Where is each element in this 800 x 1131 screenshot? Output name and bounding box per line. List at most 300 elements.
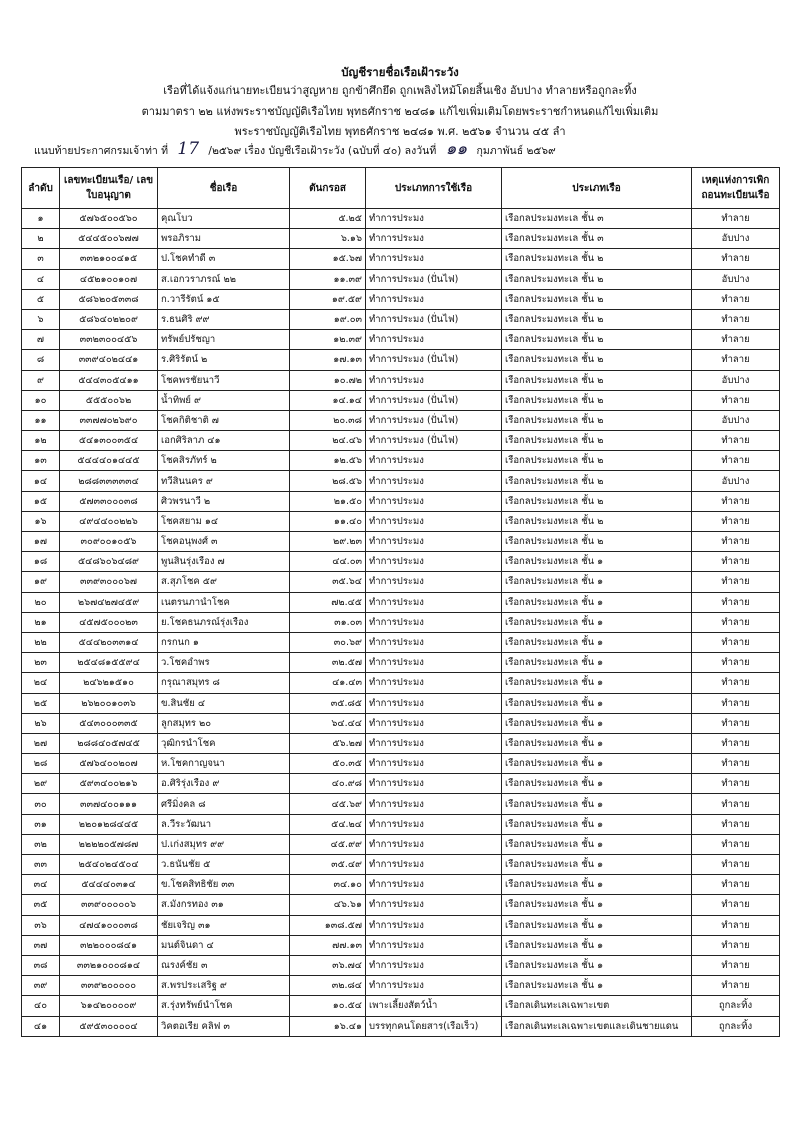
registration-number-cell: ๓๓๗๗๐๒๖๙๐	[60, 410, 158, 430]
vessel-name-cell: โชคสยาม ๑๔	[158, 511, 290, 531]
gross-tonnage-cell: ๓๐.๖๙	[290, 632, 366, 652]
table-row	[22, 471, 780, 491]
usage-type-cell: ทำการประมง	[366, 713, 502, 733]
registration-number-cell: ๕๔๔๔๐๓๑๔	[60, 875, 158, 895]
row-number-cell: ๒๔	[22, 673, 60, 693]
row-number-cell: ๔	[22, 269, 60, 289]
row-number-cell: ๓๗	[22, 935, 60, 955]
table-row	[22, 431, 780, 451]
revocation-reason-cell: ทำลาย	[692, 673, 780, 693]
vessel-name-cell: น้ำทิพย์ ๙	[158, 390, 290, 410]
table-row	[22, 309, 780, 329]
table-row	[22, 451, 780, 471]
row-number-cell: ๕	[22, 289, 60, 309]
column-header-vessel-type: ประเภทเรือ	[502, 168, 692, 209]
revocation-reason-cell: ถูกละทิ้ง	[692, 996, 780, 1016]
registration-number-cell: ๕๕๕๐๐๖๒	[60, 390, 158, 410]
gross-tonnage-cell: ๔๐.๙๘	[290, 774, 366, 794]
usage-type-cell: ทำการประมง	[366, 673, 502, 693]
vessel-name-cell: ป.โชคทำดี ๓	[158, 249, 290, 269]
row-number-cell: ๔๑	[22, 1016, 60, 1036]
vessel-type-cell: เรือกลประมงทะเล ชั้น ๑	[502, 673, 692, 693]
row-number-cell: ๑	[22, 209, 60, 229]
registration-number-cell: ๓๓๙๐๐๐๐๐๖	[60, 895, 158, 915]
vessel-name-cell: มนต์จินดา ๔	[158, 935, 290, 955]
row-number-cell: ๓๖	[22, 915, 60, 935]
revocation-reason-cell: ทำลาย	[692, 330, 780, 350]
usage-type-cell: ทำการประมง	[366, 935, 502, 955]
gross-tonnage-cell: ๓๒.๕๗	[290, 653, 366, 673]
table-row	[22, 733, 780, 753]
table-row	[22, 532, 780, 552]
column-header-no: ลำดับ	[22, 168, 60, 209]
gross-tonnage-cell: ๑๗.๑๓	[290, 350, 366, 370]
vessel-name-cell: ห.โชคกาญจนา	[158, 754, 290, 774]
vessel-name-cell: กรกนก ๑	[158, 632, 290, 652]
revocation-reason-cell: ทำลาย	[692, 431, 780, 451]
vessel-type-cell: เรือกลประมงทะเล ชั้น ๑	[502, 552, 692, 572]
usage-type-cell: บรรทุกคนโดยสาร(เรือเร็ว)	[366, 1016, 502, 1036]
usage-type-cell: ทำการประมง	[366, 733, 502, 753]
usage-type-cell: ทำการประมง	[366, 794, 502, 814]
row-number-cell: ๓๑	[22, 814, 60, 834]
row-number-cell: ๓๕	[22, 895, 60, 915]
usage-type-cell: ทำการประมง	[366, 511, 502, 531]
usage-type-cell: ทำการประมง (ปั่นไฟ)	[366, 269, 502, 289]
vessel-type-cell: เรือกลประมงทะเล ชั้น ๑	[502, 592, 692, 612]
row-number-cell: ๒	[22, 229, 60, 249]
revocation-reason-cell: ทำลาย	[692, 249, 780, 269]
row-number-cell: ๑๔	[22, 471, 60, 491]
row-number-cell: ๓๐	[22, 794, 60, 814]
registration-number-cell: ๓๓๙๒๐๐๐๐๐	[60, 976, 158, 996]
table-row	[22, 955, 780, 975]
usage-type-cell: ทำการประมง	[366, 612, 502, 632]
row-number-cell: ๒๐	[22, 592, 60, 612]
registration-number-cell: ๔๗๔๑๐๐๐๓๘	[60, 915, 158, 935]
gross-tonnage-cell: ๓๔.๑๐	[290, 875, 366, 895]
usage-type-cell: ทำการประมง	[366, 855, 502, 875]
revocation-reason-cell: อับปาง	[692, 229, 780, 249]
vessel-type-cell: เรือกลเดินทะเลเฉพาะเขต	[502, 996, 692, 1016]
vessel-name-cell: เอกศิริลาภ ๔๑	[158, 431, 290, 451]
vessel-type-cell: เรือกลประมงทะเล ชั้น ๑	[502, 976, 692, 996]
vessel-name-cell: ข.สินชัย ๔	[158, 693, 290, 713]
gross-tonnage-cell: ๗๗.๑๓	[290, 935, 366, 955]
table-row	[22, 935, 780, 955]
subtitle-line-3: พระราชบัญญัติเรือไทย พุทธศักราช ๒๔๘๑ พ.ศ. ๒๕๖๑ จำนวน ๔๕ ลำ	[234, 125, 566, 138]
registration-number-cell: ๕๔๓๐๐๐๓๓๕	[60, 713, 158, 733]
vessel-name-cell: กรุณาสมุทร ๘	[158, 673, 290, 693]
registration-number-cell: ๓๓๙๔๐๒๔๔๑	[60, 350, 158, 370]
vessel-name-cell: ส.เอกวราภรณ์ ๒๒	[158, 269, 290, 289]
table-row	[22, 713, 780, 733]
row-number-cell: ๒๓	[22, 653, 60, 673]
row-number-cell: ๑๖	[22, 511, 60, 531]
revocation-reason-cell: ทำลาย	[692, 552, 780, 572]
row-number-cell: ๗	[22, 330, 60, 350]
vessel-name-cell: คุณโบว	[158, 209, 290, 229]
table-row	[22, 834, 780, 854]
table-row	[22, 330, 780, 350]
gross-tonnage-cell: ๓๕.๘๕	[290, 693, 366, 713]
vessel-name-cell: โชคสิรภัทร์ ๒	[158, 451, 290, 471]
row-number-cell: ๒๑	[22, 612, 60, 632]
document-title: บัญชีรายชื่อเรือเฝ้าระวัง	[341, 65, 459, 79]
registration-number-cell: ๓๓๒๓๐๐๔๕๖	[60, 330, 158, 350]
table-row	[22, 269, 780, 289]
usage-type-cell: ทำการประมง	[366, 895, 502, 915]
revocation-reason-cell: ทำลาย	[692, 713, 780, 733]
row-number-cell: ๓๒	[22, 834, 60, 854]
registration-number-cell: ๓๓๒๑๐๐๐๘๑๔	[60, 955, 158, 975]
revocation-reason-cell: ทำลาย	[692, 935, 780, 955]
revocation-reason-cell: ทำลาย	[692, 592, 780, 612]
reference-prefix: แนบท้ายประกาศกรมเจ้าท่า ที่	[34, 145, 169, 157]
gross-tonnage-cell: ๑๔.๑๔	[290, 390, 366, 410]
gross-tonnage-cell: ๑๙.๕๙	[290, 289, 366, 309]
gross-tonnage-cell: ๑๕.๖๗	[290, 249, 366, 269]
vessel-type-cell: เรือกลประมงทะเล ชั้น ๒	[502, 370, 692, 390]
registration-number-cell: ๕๘๖๔๐๒๒๐๙	[60, 309, 158, 329]
row-number-cell: ๑๗	[22, 532, 60, 552]
usage-type-cell: ทำการประมง	[366, 209, 502, 229]
revocation-reason-cell: ทำลาย	[692, 289, 780, 309]
usage-type-cell: ทำการประมง	[366, 229, 502, 249]
vessel-type-cell: เรือกลประมงทะเล ชั้น ๑	[502, 855, 692, 875]
registration-number-cell: ๒๕๔๐๒๔๕๐๔	[60, 855, 158, 875]
row-number-cell: ๑๑	[22, 410, 60, 430]
table-row	[22, 592, 780, 612]
registration-number-cell: ๓๒๒๐๐๐๘๔๑	[60, 935, 158, 955]
revocation-reason-cell: ถูกละทิ้ง	[692, 1016, 780, 1036]
usage-type-cell: ทำการประมง	[366, 370, 502, 390]
table-row	[22, 249, 780, 269]
table-row	[22, 814, 780, 834]
gross-tonnage-cell: ๑๐.๕๔	[290, 996, 366, 1016]
vessel-type-cell: เรือกลประมงทะเล ชั้น ๒	[502, 410, 692, 430]
table-row	[22, 1016, 780, 1036]
usage-type-cell: ทำการประมง	[366, 834, 502, 854]
reference-month: กุมภาพันธ์ ๒๕๖๙	[476, 145, 556, 157]
row-number-cell: ๒๕	[22, 693, 60, 713]
vessel-type-cell: เรือกลประมงทะเล ชั้น ๑	[502, 572, 692, 592]
table-row	[22, 976, 780, 996]
gross-tonnage-cell: ๒๐.๓๘	[290, 410, 366, 430]
revocation-reason-cell: ทำลาย	[692, 875, 780, 895]
row-number-cell: ๒๒	[22, 632, 60, 652]
vessel-name-cell: เนตรนภานำโชค	[158, 592, 290, 612]
vessel-name-cell: วุฒิกรนำโชค	[158, 733, 290, 753]
table-row	[22, 915, 780, 935]
revocation-reason-cell: ทำลาย	[692, 754, 780, 774]
gross-tonnage-cell: ๔๕.๙๙	[290, 834, 366, 854]
vessel-type-cell: เรือกลประมงทะเล ชั้น ๒	[502, 532, 692, 552]
subtitle-line-1: เรือที่ได้แจ้งแก่นายทะเบียนว่าสูญหาย ถูกข้าศึกยึด ถูกเพลิงไหม้โดยสิ้นเชิง อับปาง ทำลายหรือถูกละทิ้ง	[163, 84, 637, 97]
revocation-reason-cell: อับปาง	[692, 269, 780, 289]
revocation-reason-cell: ทำลาย	[692, 814, 780, 834]
vessel-type-cell: เรือกลประมงทะเล ชั้น ๓	[502, 209, 692, 229]
usage-type-cell: ทำการประมง	[366, 330, 502, 350]
revocation-reason-cell: ทำลาย	[692, 350, 780, 370]
vessel-name-cell: ส.สุภโชค ๕๙	[158, 572, 290, 592]
registration-number-cell: ๒๒๐๑๒๘๔๔๕	[60, 814, 158, 834]
registration-number-cell: ๒๒๒๒๐๕๗๘๗	[60, 834, 158, 854]
vessel-type-cell: เรือกลประมงทะเล ชั้น ๒	[502, 330, 692, 350]
revocation-reason-cell: ทำลาย	[692, 653, 780, 673]
row-number-cell: ๒๖	[22, 713, 60, 733]
gross-tonnage-cell: ๕๔.๒๔	[290, 814, 366, 834]
registration-number-cell: ๕๔๔๒๐๓๓๑๔	[60, 632, 158, 652]
revocation-reason-cell: อับปาง	[692, 471, 780, 491]
table-row	[22, 370, 780, 390]
revocation-reason-cell: ทำลาย	[692, 976, 780, 996]
reference-day-handwritten: ๑๑	[445, 139, 468, 159]
row-number-cell: ๘	[22, 350, 60, 370]
vessel-name-cell: พูนสินรุ่งเรือง ๗	[158, 552, 290, 572]
registration-number-cell: ๒๖๗๔๒๗๔๕๙	[60, 592, 158, 612]
vessel-name-cell: ชัยเจริญ ๓๑	[158, 915, 290, 935]
row-number-cell: ๔๐	[22, 996, 60, 1016]
vessel-name-cell: โชคกิติชาติ ๗	[158, 410, 290, 430]
vessel-name-cell: ส.พรประเสริฐ ๙	[158, 976, 290, 996]
vessel-name-cell: ข.โชคสิทธิชัย ๓๓	[158, 875, 290, 895]
vessel-type-cell: เรือกลประมงทะเล ชั้น ๒	[502, 431, 692, 451]
usage-type-cell: ทำการประมง	[366, 471, 502, 491]
revocation-reason-cell: ทำลาย	[692, 834, 780, 854]
revocation-reason-cell: ทำลาย	[692, 572, 780, 592]
revocation-reason-cell: ทำลาย	[692, 209, 780, 229]
vessel-register-table	[21, 167, 780, 1037]
registration-number-cell: ๒๕๔๘๑๕๕๙๔	[60, 653, 158, 673]
usage-type-cell: ทำการประมง	[366, 451, 502, 471]
vessel-name-cell: ทรัพย์ปรัชญา	[158, 330, 290, 350]
gross-tonnage-cell: ๓๖.๗๔	[290, 955, 366, 975]
revocation-reason-cell: ทำลาย	[692, 451, 780, 471]
usage-type-cell: ทำการประมง	[366, 774, 502, 794]
gross-tonnage-cell: ๑๑.๓๙	[290, 269, 366, 289]
registration-number-cell: ๓๓๗๔๐๐๑๑๑	[60, 794, 158, 814]
vessel-name-cell: ณรงค์ชัย ๓	[158, 955, 290, 975]
registration-number-cell: ๕๙๕๓๐๐๐๐๔	[60, 1016, 158, 1036]
row-number-cell: ๑๓	[22, 451, 60, 471]
vessel-type-cell: เรือกลประมงทะเล ชั้น ๑	[502, 612, 692, 632]
row-number-cell: ๒๗	[22, 733, 60, 753]
usage-type-cell: ทำการประมง (ปั่นไฟ)	[366, 350, 502, 370]
table-row	[22, 289, 780, 309]
revocation-reason-cell: ทำลาย	[692, 612, 780, 632]
gross-tonnage-cell: ๒๔.๔๖	[290, 431, 366, 451]
gross-tonnage-cell: ๒๘.๕๖	[290, 471, 366, 491]
registration-number-cell: ๕๔๔๔๐๑๔๔๕	[60, 451, 158, 471]
registration-number-cell: ๕๔๑๓๐๐๓๕๔	[60, 431, 158, 451]
registration-number-cell: ๕๗๖๕๐๐๕๖๐	[60, 209, 158, 229]
gross-tonnage-cell: ๗๒.๔๕	[290, 592, 366, 612]
vessel-type-cell: เรือกลประมงทะเล ชั้น ๒	[502, 390, 692, 410]
gross-tonnage-cell: ๑๒.๕๖	[290, 451, 366, 471]
vessel-type-cell: เรือกลประมงทะเล ชั้น ๑	[502, 653, 692, 673]
vessel-type-cell: เรือกลประมงทะเล ชั้น ๒	[502, 491, 692, 511]
vessel-name-cell: ร.ศิริรัตน์ ๒	[158, 350, 290, 370]
table-row	[22, 511, 780, 531]
reference-year-subject: /๒๕๖๙ เรื่อง บัญชีเรือเฝ้าระวัง (ฉบับที่ ๔๐) ลงวันที่	[208, 145, 437, 157]
vessel-type-cell: เรือกลประมงทะเล ชั้น ๑	[502, 632, 692, 652]
gross-tonnage-cell: ๑๓๘.๕๗	[290, 915, 366, 935]
vessel-name-cell: ศรีมิ่งคล ๘	[158, 794, 290, 814]
gross-tonnage-cell: ๑๙.๐๓	[290, 309, 366, 329]
usage-type-cell: ทำการประมง	[366, 491, 502, 511]
usage-type-cell: ทำการประมง	[366, 875, 502, 895]
registration-number-cell: ๓๓๙๓๐๐๐๖๗	[60, 572, 158, 592]
vessel-type-cell: เรือกลประมงทะเล ชั้น ๓	[502, 229, 692, 249]
revocation-reason-cell: ทำลาย	[692, 794, 780, 814]
gross-tonnage-cell: ๔๕.๖๙	[290, 794, 366, 814]
column-header-usage-type: ประเภทการใช้เรือ	[366, 168, 502, 209]
vessel-name-cell: พรอภิราม	[158, 229, 290, 249]
vessel-type-cell: เรือกลประมงทะเล ชั้น ๒	[502, 511, 692, 531]
registration-number-cell: ๕๗๖๔๐๐๒๐๗	[60, 754, 158, 774]
column-header-gross-tonnage: ตันกรอส	[290, 168, 366, 209]
usage-type-cell: ทำการประมง (ปั่นไฟ)	[366, 390, 502, 410]
revocation-reason-cell: ทำลาย	[692, 774, 780, 794]
registration-number-cell: ๕๘๖๒๐๕๓๓๘	[60, 289, 158, 309]
registration-number-cell: ๒๘๘๓๓๓๓๓๔	[60, 471, 158, 491]
registration-number-cell: ๕๔๘๖๐๖๔๘๙	[60, 552, 158, 572]
vessel-name-cell: ส.มังกรทอง ๓๑	[158, 895, 290, 915]
vessel-name-cell: อ.ศิริรุ่งเรือง ๙	[158, 774, 290, 794]
usage-type-cell: ทำการประมง	[366, 572, 502, 592]
usage-type-cell: ทำการประมง	[366, 693, 502, 713]
usage-type-cell: ทำการประมง (ปั่นไฟ)	[366, 410, 502, 430]
table-row	[22, 410, 780, 430]
table-row	[22, 693, 780, 713]
row-number-cell: ๓๓	[22, 855, 60, 875]
registration-number-cell: ๔๕๒๑๐๐๑๐๗	[60, 269, 158, 289]
usage-type-cell: ทำการประมง	[366, 754, 502, 774]
row-number-cell: ๓๘	[22, 955, 60, 975]
row-number-cell: ๒๙	[22, 774, 60, 794]
vessel-type-cell: เรือกลประมงทะเล ชั้น ๒	[502, 249, 692, 269]
revocation-reason-cell: ทำลาย	[692, 390, 780, 410]
revocation-reason-cell: ทำลาย	[692, 693, 780, 713]
row-number-cell: ๑๙	[22, 572, 60, 592]
table-row	[22, 855, 780, 875]
vessel-name-cell: วิคตอเรีย คลิฟ ๓	[158, 1016, 290, 1036]
gross-tonnage-cell: ๔๖.๖๑	[290, 895, 366, 915]
revocation-reason-cell: ทำลาย	[692, 855, 780, 875]
gross-tonnage-cell: ๒๙.๒๓	[290, 532, 366, 552]
gross-tonnage-cell: ๑๐.๗๒	[290, 370, 366, 390]
usage-type-cell: ทำการประมง	[366, 814, 502, 834]
registration-number-cell: ๕๔๔๓๐๕๔๑๑	[60, 370, 158, 390]
vessel-type-cell: เรือกลประมงทะเล ชั้น ๑	[502, 955, 692, 975]
gross-tonnage-cell: ๕.๒๕	[290, 209, 366, 229]
vessel-type-cell: เรือกลเดินทะเลเฉพาะเขตและเดินชายแดน	[502, 1016, 692, 1036]
registration-number-cell: ๒๘๘๔๐๕๗๔๕	[60, 733, 158, 753]
table-row	[22, 572, 780, 592]
registration-number-cell: ๖๑๔๒๐๐๐๐๙	[60, 996, 158, 1016]
vessel-name-cell: โชคอนุพงศ์ ๓	[158, 532, 290, 552]
gross-tonnage-cell: ๑๒.๓๙	[290, 330, 366, 350]
revocation-reason-cell: ทำลาย	[692, 511, 780, 531]
registration-number-cell: ๒๖๒๐๐๑๐๓๖	[60, 693, 158, 713]
usage-type-cell: ทำการประมง	[366, 289, 502, 309]
usage-type-cell: ทำการประมง (ปั่นไฟ)	[366, 431, 502, 451]
row-number-cell: ๑๒	[22, 431, 60, 451]
vessel-type-cell: เรือกลประมงทะเล ชั้น ๑	[502, 895, 692, 915]
vessel-name-cell: ศิวพรนาวี ๒	[158, 491, 290, 511]
gross-tonnage-cell: ๓๒.๘๔	[290, 976, 366, 996]
revocation-reason-cell: ทำลาย	[692, 915, 780, 935]
gross-tonnage-cell: ๑๑.๔๐	[290, 511, 366, 531]
table-row	[22, 209, 780, 229]
usage-type-cell: ทำการประมง	[366, 532, 502, 552]
table-row	[22, 390, 780, 410]
revocation-reason-cell: ทำลาย	[692, 491, 780, 511]
registration-number-cell: ๔๕๗๕๐๐๐๒๓	[60, 612, 158, 632]
table-row	[22, 612, 780, 632]
row-number-cell: ๑๘	[22, 552, 60, 572]
vessel-name-cell: ว.โชคอำพร	[158, 653, 290, 673]
table-row	[22, 491, 780, 511]
gross-tonnage-cell: ๓๕.๔๙	[290, 855, 366, 875]
table-header-row	[22, 168, 780, 209]
row-number-cell: ๑๐	[22, 390, 60, 410]
vessel-name-cell: ร.ธนศิริ ๙๙	[158, 309, 290, 329]
vessel-name-cell: ว.ธนันชัย ๕	[158, 855, 290, 875]
usage-type-cell: ทำการประมง	[366, 976, 502, 996]
revocation-reason-cell: ทำลาย	[692, 733, 780, 753]
registration-number-cell: ๓๐๙๐๐๑๐๕๖	[60, 532, 158, 552]
vessel-name-cell: ย.โชคธนภรณ์รุ่งเรือง	[158, 612, 290, 632]
registration-number-cell: ๕๙๓๔๐๐๒๑๖	[60, 774, 158, 794]
vessel-type-cell: เรือกลประมงทะเล ชั้น ๑	[502, 754, 692, 774]
gross-tonnage-cell: ๑๖.๔๑	[290, 1016, 366, 1036]
gross-tonnage-cell: ๕๐.๓๕	[290, 754, 366, 774]
gross-tonnage-cell: ๔๑.๔๓	[290, 673, 366, 693]
column-header-revocation-reason: เหตุแห่งการเพิกถอนทะเบียนเรือ	[692, 168, 780, 209]
vessel-name-cell: ก.วารีรัตน์ ๑๕	[158, 289, 290, 309]
vessel-type-cell: เรือกลประมงทะเล ชั้น ๑	[502, 794, 692, 814]
vessel-name-cell: ลูกสมุทร ๒๐	[158, 713, 290, 733]
gross-tonnage-cell: ๔๔.๐๓	[290, 552, 366, 572]
row-number-cell: ๑๕	[22, 491, 60, 511]
subtitle-line-2: ตามมาตรา ๒๒ แห่งพระราชบัญญัติเรือไทย พุทธศักราช ๒๔๘๑ แก้ไขเพิ่มเติมโดยพระราชกำหนดแก้ไขเพิ่มเติม	[141, 105, 659, 118]
vessel-type-cell: เรือกลประมงทะเล ชั้น ๑	[502, 774, 692, 794]
usage-type-cell: ทำการประมง	[366, 915, 502, 935]
vessel-name-cell: ล.วีระวัฒนา	[158, 814, 290, 834]
vessel-type-cell: เรือกลประมงทะเล ชั้น ๑	[502, 875, 692, 895]
registration-number-cell: ๒๔๖๒๑๕๑๐	[60, 673, 158, 693]
vessel-type-cell: เรือกลประมงทะเล ชั้น ๒	[502, 309, 692, 329]
vessel-type-cell: เรือกลประมงทะเล ชั้น ๑	[502, 935, 692, 955]
table-row	[22, 632, 780, 652]
vessel-type-cell: เรือกลประมงทะเล ชั้น ๒	[502, 350, 692, 370]
table-row	[22, 754, 780, 774]
revocation-reason-cell: ทำลาย	[692, 895, 780, 915]
gross-tonnage-cell: ๕๖.๒๗	[290, 733, 366, 753]
gross-tonnage-cell: ๖๔.๔๔	[290, 713, 366, 733]
gross-tonnage-cell: ๒๑.๕๐	[290, 491, 366, 511]
reference-line	[34, 141, 556, 159]
table-row	[22, 895, 780, 915]
gross-tonnage-cell: ๓๕.๖๔	[290, 572, 366, 592]
revocation-reason-cell: ทำลาย	[692, 532, 780, 552]
vessel-type-cell: เรือกลประมงทะเล ชั้น ๑	[502, 814, 692, 834]
vessel-type-cell: เรือกลประมงทะเล ชั้น ๑	[502, 834, 692, 854]
registration-number-cell: ๕๗๓๓๐๐๐๓๘	[60, 491, 158, 511]
revocation-reason-cell: ทำลาย	[692, 955, 780, 975]
